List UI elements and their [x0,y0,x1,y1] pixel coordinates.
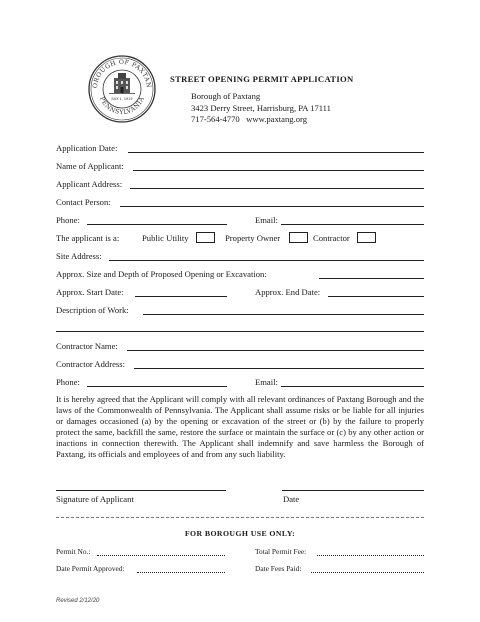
form-title: STREET OPENING PERMIT APPLICATION [170,74,354,84]
revision-note: Revised 2/12/20 [56,598,100,604]
total-fee-label: Total Permit Fee: [255,547,307,556]
total-fee-field[interactable] [317,555,424,556]
permit-no-field[interactable] [97,555,225,556]
contractor-phone-field[interactable] [87,386,227,387]
org-website[interactable]: www.paxtang.org [246,114,308,124]
site-address-field[interactable] [109,260,424,261]
borough-seal [87,54,157,124]
contractor-email-field[interactable] [281,386,424,387]
approx-size-field[interactable] [319,278,424,279]
contractor-address-label: Contractor Address: [56,359,125,369]
applicant-address-label: Applicant Address: [56,179,123,189]
property-owner-checkbox[interactable] [289,232,308,243]
end-date-label: Approx. End Date: [255,287,321,297]
agreement-text: It is hereby agreed that the Applicant will comply with all relevant ordinances of Paxtang Borough and the laws of the Commonwealth of Pennsylvania. The Applicant shall assume risks or be liable for all injuries or damages occasioned (a) by the opening or excavation of the street or (b) by the failure to properly protect the same, backfill the same, restore the surface or maintain the surface or (c) by any other action or inactions in connection therewith. The Applicant shall indemnify and save harmless the Borough of Paxtang, its officials and employees of and from any such liability. [56,394,424,459]
seal-top-text: OROUGH OF PAXTAN [91,58,153,89]
signature-date-label: Date [283,494,300,504]
property-owner-label: Property Owner [225,233,281,243]
signature-date-field[interactable] [282,490,424,491]
permit-no-label: Permit No.: [56,547,91,556]
description-field-line-1[interactable] [143,314,424,315]
start-date-label: Approx. Start Date: [56,287,124,297]
contact-person-label: Contact Person: [56,197,111,207]
end-date-field[interactable] [328,296,424,297]
date-approved-field[interactable] [137,572,225,573]
contractor-label: Contractor [313,233,350,243]
public-utility-label: Public Utility [142,233,189,243]
phone-field[interactable] [87,224,227,225]
section-divider [56,517,424,518]
description-field-line-2[interactable] [56,331,424,332]
application-date-field[interactable] [128,152,424,153]
phone-label: Phone: [56,215,80,225]
date-fees-paid-field[interactable] [311,572,424,573]
signature-label: Signature of Applicant [56,494,134,504]
seal-bottom-text: PENNSYLVANIA [98,95,146,117]
contractor-email-label: Email: [255,377,278,387]
applicant-type-label: The applicant is a: [56,233,120,243]
public-utility-checkbox[interactable] [196,232,215,243]
description-label: Description of Work: [56,305,129,315]
org-phone: 717-564-4770 [191,114,240,124]
application-date-label: Application Date: [56,143,118,153]
contractor-address-field[interactable] [134,368,424,369]
signature-field[interactable] [56,490,226,491]
date-approved-label: Date Permit Approved: [56,564,125,573]
site-address-label: Site Address: [56,251,102,261]
approx-size-label: Approx. Size and Depth of Proposed Opening or Excavation: [56,269,267,279]
contact-person-field[interactable] [120,206,424,207]
org-name: Borough of Paxtang [191,91,261,101]
contractor-checkbox[interactable] [357,232,376,243]
borough-use-heading: FOR BOROUGH USE ONLY: [184,529,296,538]
applicant-name-field[interactable] [133,170,424,171]
contractor-phone-label: Phone: [56,377,80,387]
start-date-field[interactable] [135,296,227,297]
email-field[interactable] [281,224,424,225]
contractor-name-label: Contractor Name: [56,341,118,351]
applicant-address-field[interactable] [130,188,424,189]
seal-date-text: JULY 1, 1919 [111,97,133,101]
contractor-name-field[interactable] [127,350,424,351]
date-fees-paid-label: Date Fees Paid: [255,564,302,573]
applicant-name-label: Name of Applicant: [56,161,124,171]
org-address: 3423 Derry Street, Harrisburg, PA 17111 [191,102,331,113]
org-contact [191,114,307,126]
email-label: Email: [255,215,278,225]
